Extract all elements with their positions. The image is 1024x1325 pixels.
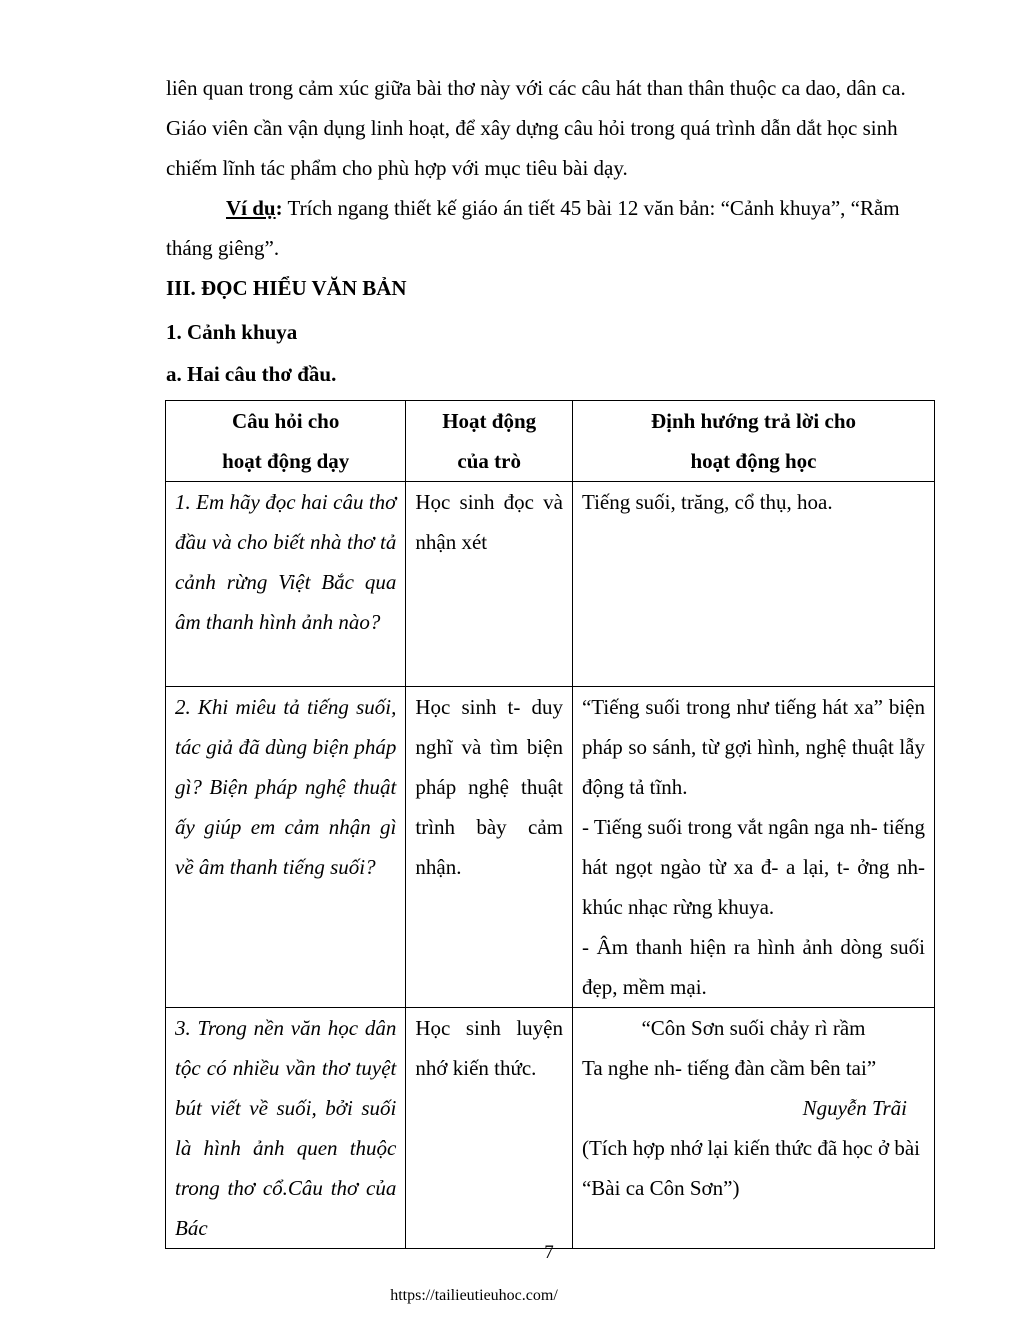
page-number: 7 (544, 1242, 554, 1263)
table-row (166, 1008, 935, 1249)
example-paragraph (166, 188, 936, 268)
question-cell: 2. Khi miêu tả tiếng suối, tác giả đã dùng biện pháp gì? Biện pháp nghệ thuật ấy giúp em cảm nhận gì về âm thanh tiếng suối? (166, 687, 406, 1008)
header-question: Câu hỏi cho hoạt động dạy (166, 401, 406, 482)
table-row (166, 482, 935, 687)
table-row (166, 687, 935, 1008)
subsection-heading: 1. Cảnh khuya (166, 320, 298, 344)
activity-cell: Học sinh luyện nhớ kiến thức. (406, 1008, 573, 1249)
activity-cell: Học sinh t- duy nghĩ và tìm biện pháp nghệ thuật trình bày cảm nhận. (406, 687, 573, 1008)
answer-cell (572, 1008, 934, 1249)
poem-author: Nguyễn Trãi (802, 1096, 907, 1120)
subsubsection-heading: a. Hai câu thơ đầu. (166, 362, 337, 386)
intro-paragraph: liên quan trong cảm xúc giữa bài thơ này với các câu hát than thân thuộc ca dao, dân ca. Giáo viên cần vận dụng linh hoạt, để xây dựng câu hỏi trong quá trình dẫn dắt học sinh chiếm lĩnh tác phẩm cho phù hợp với mục tiêu bài dạy. (166, 76, 906, 180)
header-activity: Hoạt động của trò (406, 401, 573, 482)
integration-note: (Tích hợp nhớ lại kiến thức đã học ở bài “Bài ca Côn Sơn”) (581, 1136, 921, 1200)
answer-cell: Tiếng suối, trăng, cổ thụ, hoa. (572, 482, 934, 687)
example-label: Ví dụ (226, 196, 276, 220)
question-cell: 1. Em hãy đọc hai câu thơ đầu và cho biết nhà thơ tả cảnh rừng Việt Bắc qua âm thanh hình ảnh nào? (166, 482, 406, 687)
question-cell: 3. Trong nền văn học dân tộc có nhiều vần thơ tuyệt bút viết về suối, bởi suối là hình ảnh quen thuộc trong thơ cổ.Câu thơ của Bác (166, 1008, 406, 1249)
poem-line: Ta nghe nh- tiếng đàn cầm bên tai” (581, 1056, 877, 1080)
section-heading: III. ĐỌC HIỂU VĂN BẢN (166, 276, 407, 300)
example-colon: : (275, 196, 283, 220)
lesson-table (165, 400, 935, 1249)
table-header-row (166, 401, 935, 482)
activity-cell: Học sinh đọc và nhận xét (406, 482, 573, 687)
answer-cell: “Tiếng suối trong như tiếng hát xa” biện pháp so sánh, từ gợi hình, nghệ thuật lẫy động tả tĩnh. - Tiếng suối trong vắt ngân nga nh- tiếng hát ngọt ngào từ xa đ- a lại, t- ởng nh- khúc nhạc rừng khuya. - Âm thanh hiện ra hình ảnh dòng suối đẹp, mềm mại. (572, 687, 934, 1008)
poem-line: “Côn Sơn suối chảy rì rầm (641, 1016, 866, 1040)
header-answer: Định hướng trả lời cho hoạt động học (572, 401, 934, 482)
example-text: Trích ngang thiết kế giáo án tiết 45 bài 12 văn bản: “Cảnh khuya”, “Rằm tháng giêng”. (166, 196, 900, 260)
footer-url[interactable]: https://tailieutieuhoc.com/ (390, 1287, 558, 1304)
